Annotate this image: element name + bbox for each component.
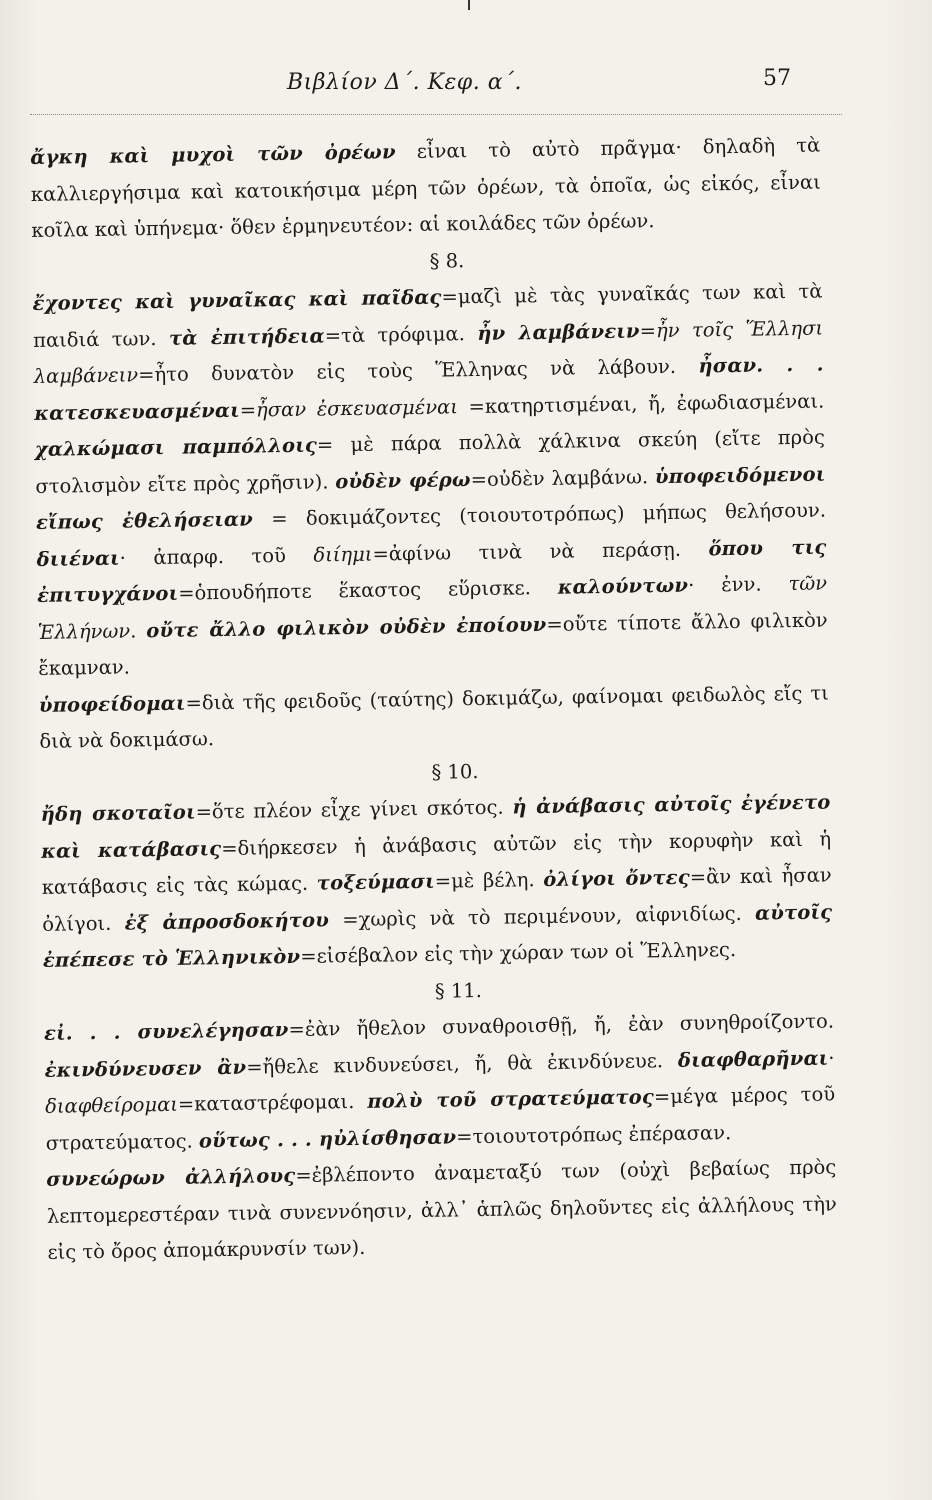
gloss-text: = bbox=[239, 397, 257, 422]
italic-citation: διίημι bbox=[313, 542, 373, 567]
running-title: Βιβλίον Δ΄. Κεφ. α΄. bbox=[287, 70, 523, 95]
lemma-headword: εἰ. . . συνελέγησαν bbox=[43, 1018, 289, 1045]
gloss-text: =ἐβλέποντο ἀναμεταξύ των (οὐχὶ βεβαίως πρὸς λεπτομερεστέραν τινὰ συνεννόησιν, ἀλλ᾽ ἁπλῶς δηλοῦντες εἰς ἀλλήλους τὴν εἰς τὸ ὄρος ἀπομάκρυνσίν των). bbox=[46, 1155, 837, 1264]
lemma-headword: ὀλίγοι ὄντες bbox=[543, 865, 690, 892]
gloss-text: =μέγα μέρος τοῦ στρατεύματος. bbox=[45, 1082, 836, 1155]
paragraph-2 bbox=[32, 274, 828, 688]
gloss-text: =ὁπουδήποτε ἕκαστος εὕρισκε. bbox=[178, 575, 558, 605]
gloss-text: =κατηρτισμέναι, ἤ, ἐφωδιασμέναι. bbox=[457, 389, 825, 418]
gloss-text: = μὲ πάρα πολλὰ χάλκινα σκεύη (εἴτε πρὸς στολισμὸν εἴτε πρὸς χρῆσιν). bbox=[35, 425, 825, 498]
lemma-headword: τὰ ἐπιτήδεια bbox=[168, 323, 325, 350]
gloss-text: =ἦτο δυνατὸν εἰς τοὺς Ἕλληνας νὰ λάβουν. bbox=[137, 354, 699, 387]
lemma-headword: ἦν λαμβάνειν bbox=[477, 318, 640, 345]
paragraph-3 bbox=[39, 675, 830, 760]
lemma-headword: ὑποφειδόμενοι εἴπως ἐθελήσειαν bbox=[35, 462, 826, 534]
lemma-headword: καλούντων bbox=[557, 573, 689, 599]
lemma-headword: τοξεύμασι bbox=[316, 869, 435, 895]
gloss-text: · bbox=[828, 1045, 835, 1070]
header-divider bbox=[30, 114, 842, 115]
paragraph-4 bbox=[40, 785, 833, 980]
section-heading-10: § 10. bbox=[431, 759, 479, 784]
section-heading-11: § 11. bbox=[434, 978, 483, 1003]
lemma-headword: χαλκώμασι παμπόλλοις bbox=[34, 433, 318, 461]
lemma-headword: ἔχοντες καὶ γυναῖκας καὶ παῖδας bbox=[32, 285, 442, 315]
lemma-headword: ἐκινδύνευσεν ἂν bbox=[44, 1055, 247, 1082]
lemma-headword: ἄγκη καὶ μυχοὶ τῶν ὀρέων bbox=[30, 140, 396, 169]
italic-citation: ἦν τοῖς Ἕλλησι λαμβάνειν bbox=[33, 316, 824, 388]
gloss-text: = δοκιμάζοντες (τοιουτοτρόπως) μήπως θελήσουν. bbox=[252, 498, 827, 531]
gloss-text: =οὔτε τίποτε ἄλλο φιλικὸν ἔκαμναν. bbox=[38, 608, 828, 680]
gloss-text: =εἰσέβαλον εἰς τὴν χώραν των οἱ Ἕλληνες. bbox=[300, 938, 737, 968]
page-edge-mark bbox=[468, 0, 470, 10]
lemma-headword: ἐξ ἀπροσδοκήτου bbox=[124, 907, 330, 935]
gloss-text: =ἂν καὶ ἦσαν ὀλίγοι. bbox=[42, 863, 832, 936]
italic-citation: διαφθείρομαι bbox=[45, 1092, 179, 1118]
gloss-text: =ἐὰν ἤθελον συναθροισθῇ, ἤ, ἐὰν συνηθροίζοντο. bbox=[288, 1009, 835, 1042]
lemma-headword: ἡ ἀνάβασις αὐτοῖς ἐγένετο καὶ κατάβασις bbox=[40, 790, 831, 863]
lemma-headword: ὑποφείδομαι bbox=[38, 691, 186, 717]
gloss-text: =ὅτε πλέον εἶχε γίνει σκότος. bbox=[195, 795, 513, 824]
paragraph-6 bbox=[46, 1149, 838, 1271]
lemma-headword: ὅπου τις ἐπιτυγχάνοι bbox=[36, 535, 827, 607]
lemma-headword: διαφθαρῆναι bbox=[677, 1046, 829, 1072]
lemma-headword: διιέναι bbox=[36, 546, 120, 571]
gloss-text: =τοιουτοτρόπως ἐπέρασαν. bbox=[456, 1120, 732, 1148]
lemma-headword: αὐτοῖς ἐπέπεσε τὸ Ἑλληνικὸν bbox=[42, 899, 833, 972]
gloss-text: = bbox=[639, 318, 657, 342]
gloss-text: =μαζὶ μὲ τὰς γυναῖκάς των καὶ τὰ παιδιά των. bbox=[32, 279, 823, 352]
gloss-text: =μὲ βέλη. bbox=[434, 868, 544, 893]
lemma-headword: οὕτως . . . ηὐλίσθησαν bbox=[198, 1124, 457, 1152]
gloss-text: · ἐνν. bbox=[687, 572, 789, 597]
commentary-body bbox=[30, 128, 838, 1272]
italic-citation: ἦσαν ἐσκευασμέναι bbox=[255, 394, 459, 421]
lemma-headword: ἤδη σκοταῖοι bbox=[40, 800, 196, 826]
paragraph-1 bbox=[30, 128, 822, 250]
running-head bbox=[0, 66, 932, 106]
lemma-headword: συνεώρων ἀλλήλους bbox=[46, 1163, 296, 1191]
gloss-text: · ἀπαρφ. τοῦ bbox=[119, 543, 314, 570]
gloss-text: =καταστρέφομαι. bbox=[177, 1089, 368, 1116]
gloss-text: =ἀφίνω τινὰ νὰ περάσῃ. bbox=[372, 536, 709, 566]
gloss-text: =διήρκεσεν ἡ ἀνάβασις αὐτῶν εἰς τὴν κορυφὴν καὶ ἡ κατάβασις εἰς τὰς κώμας. bbox=[41, 827, 832, 899]
gloss-text: =χωρὶς νὰ τὸ περιμένουν, αἰφνιδίως. bbox=[328, 901, 756, 931]
section-heading-8: § 8. bbox=[429, 248, 465, 273]
gloss-text: εἶναι τὸ αὐτὸ πρᾶγμα· δηλαδὴ τὰ καλλιεργήσιμα καὶ κατοικήσιμα μέρη τῶν ὀρέων, τὰ ὁποῖα, ὡς εἰκός, εἶναι κοῖλα καὶ ὑπήνεμα· ὅθεν ἑρμηνευτέον: αἱ κοιλάδες τῶν ὀρέων. bbox=[30, 133, 821, 242]
page-number: 57 bbox=[763, 66, 791, 91]
gloss-text: =διὰ τῆς φειδοῦς (ταύτης) δοκιμάζω, φαίνομαι φειδωλὸς εἴς τι διὰ νὰ δοκιμάσω. bbox=[39, 681, 829, 753]
gloss-text: . bbox=[129, 618, 147, 642]
lemma-headword: οὔτε ἄλλο φιλικὸν οὐδὲν ἐποίουν bbox=[146, 612, 547, 642]
italic-citation: τῶν Ἑλλήνων bbox=[37, 571, 828, 644]
gloss-text: =ἤθελε κινδυνεύσει, ἤ, θὰ ἐκινδύνευε. bbox=[246, 1048, 679, 1079]
lemma-headword: ἦσαν. . . κατεσκευασμέναι bbox=[34, 352, 824, 425]
lemma-headword: πολὺ τοῦ στρατεύματος bbox=[367, 1085, 655, 1113]
gloss-text: =οὐδὲν λαμβάνω. bbox=[470, 464, 656, 491]
lemma-headword: οὐδὲν φέρω bbox=[335, 467, 471, 493]
paragraph-5 bbox=[44, 1003, 836, 1161]
gloss-text: =τὰ τρόφιμα. bbox=[324, 321, 478, 347]
